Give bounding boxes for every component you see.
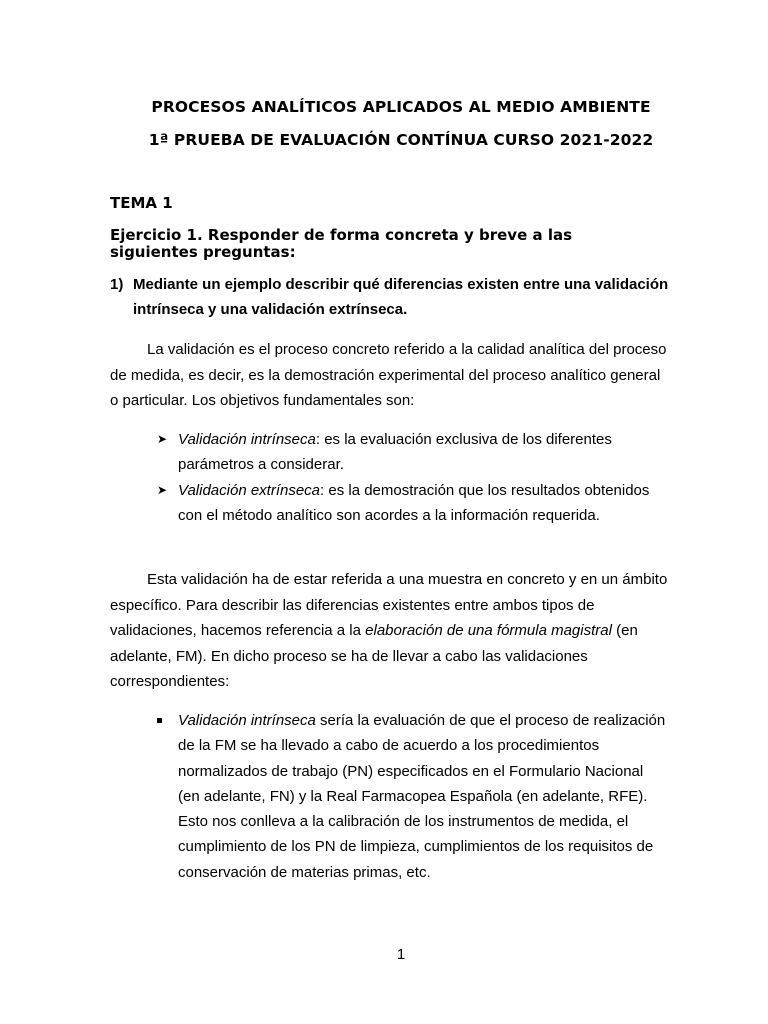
paragraph-2-italic: elaboración de una fórmula magistral	[365, 622, 612, 639]
list-item	[157, 478, 668, 529]
list-item-text: : es la demostración que los resultados obtenidos con el método analítico son acordes a la información requerida.	[178, 482, 650, 525]
list-item	[157, 427, 668, 478]
question-number: 1)	[110, 276, 124, 293]
bullet-arrow-icon: ➤	[157, 483, 168, 497]
question-text: Mediante un ejemplo describir qué diferencias existen entre una validación intrínseca y una validación extrínseca.	[133, 276, 669, 318]
question-1	[110, 272, 670, 322]
paragraph-2-text-after: (en adelante, FM). En dicho proceso se ha de llevar a cabo las validaciones correspondientes:	[110, 622, 638, 690]
paragraph-2-text-before: Esta validación ha de estar referida a una muestra en concreto y en un ámbito específico. Para describir las diferencias existentes entre ambos tipos de validaciones, hacemos referencia a la	[110, 571, 668, 639]
paragraph-2	[110, 567, 670, 695]
exercise-heading-line1: Ejercicio 1. Responder de forma concreta y breve a las	[110, 226, 573, 244]
bullet-square-icon	[157, 718, 162, 723]
list-item-term: Validación intrínseca	[178, 712, 316, 729]
list-item-text: : es la evaluación exclusiva de los diferentes parámetros a considerar.	[178, 431, 612, 474]
section-heading: TEMA 1	[110, 194, 173, 212]
list-item-text: sería la evaluación de que el proceso de realización de la FM se ha llevado a cabo de acuerdo a los procedimientos normalizados de trabajo (PN) especificados en el Formulario Nacional (en adelante, FN) y la Real Farmacopea Española (en adelante, RFE). Esto nos conlleva a la calibración de los instrumentos de medida, el cumplimiento de los PN de limpieza, cumplimientos de los requisitos de conservación de materias primas, etc.	[178, 712, 666, 881]
bullet-arrow-icon: ➤	[157, 432, 168, 446]
page-number: 1	[396, 946, 406, 963]
document-subtitle: 1ª PRUEBA DE EVALUACIÓN CONTÍNUA CURSO 2021-2022	[148, 131, 654, 149]
paragraph-1-text: La validación es el proceso concreto referido a la calidad analítica del proceso de medida, es decir, es la demostración experimental del proceso analítico general o particular. Los objetivos fundamentales son:	[110, 341, 667, 409]
list-item-term: Validación extrínseca	[178, 482, 321, 499]
exercise-heading	[110, 227, 572, 261]
list-item-term: Validación intrínseca	[178, 431, 316, 448]
document-title: PROCESOS ANALÍTICOS APLICADOS AL MEDIO AMBIENTE	[151, 98, 651, 116]
paragraph-1	[110, 337, 670, 414]
exercise-heading-line2: siguientes preguntas:	[110, 243, 296, 261]
list-item	[178, 708, 668, 885]
